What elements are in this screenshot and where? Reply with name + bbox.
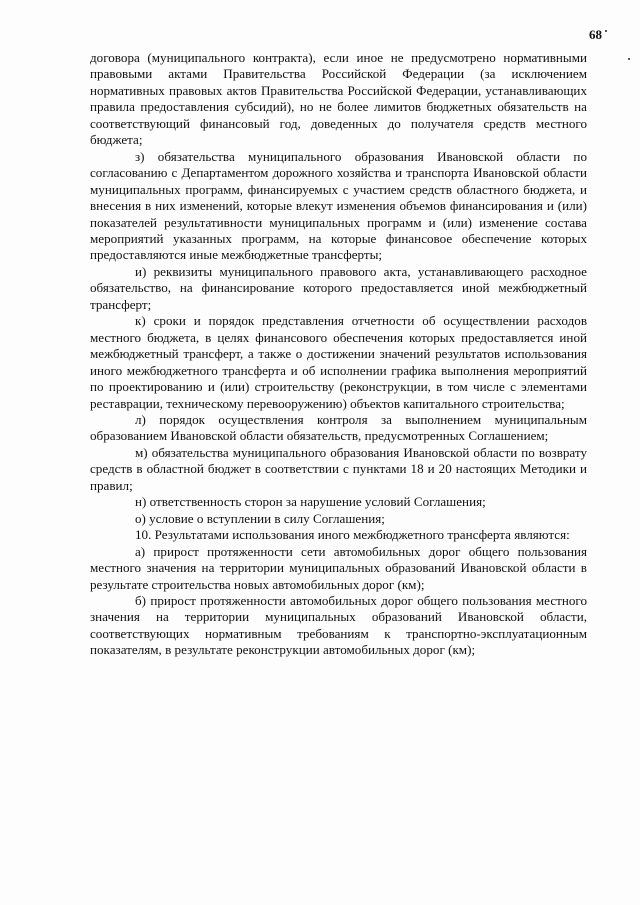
paragraph-item-k: к) сроки и порядок представления отчетности об осуществлении расходов местного бюджета, в целях финансового обеспечения которых предоставляется иной межбюджетный трансферт, а также о достижении значений результатов использования иного межбюджетного трансферта и об исполнении графика выполнения мероприятий по проектированию и (или) строительству (реконструкции, в том числе с элементами реставрации, техническому перевооружению) объектов капитального строительства; <box>90 313 587 411</box>
paragraph-item-o: о) условие о вступлении в силу Соглашения; <box>135 510 385 526</box>
paragraph-continuation: договора (муниципального контракта), если иное не предусмотрено нормативными правовыми актами Правительства Российской Федерации (за исключением нормативных правовых актов Правительства Российской Федерации, устанавливающих правила предоставления субсидий), но не более лимитов бюджетных обязательств на соответствующий финансовый год, доведенных до получателя средств местного бюджета; <box>90 50 587 148</box>
paragraph-item-n: н) ответственность сторон за нарушение условий Соглашения; <box>135 494 486 510</box>
paragraph-result-b: б) прирост протяженности автомобильных дорог общего пользования местного значения на территории муниципальных образований Ивановской области, соответствующих нормативным требованиям к транспортно-эксплуатационным показателям, в результате реконструкции автомобильных дорог (км); <box>90 592 587 658</box>
scan-speck <box>628 58 630 60</box>
page-number: 68 <box>589 27 602 42</box>
paragraph-item-m: м) обязательства муниципального образования Ивановской области по возврату средств в областной бюджет в соответствии с пунктами 18 и 20 настоящих Методики и правил; <box>90 444 587 493</box>
paragraph-item-l: л) порядок осуществления контроля за выполнением муниципальным образованием Ивановской области обязательств, предусмотренных Соглашением; <box>90 411 587 444</box>
scan-speck <box>605 30 607 32</box>
paragraph-item-z: з) обязательства муниципального образования Ивановской области по согласованию с Департаментом дорожного хозяйства и транспорта Ивановской области муниципальных программ, финансируемых с участием средств областного бюджета, и внесения в них изменений, которые влекут изменения объемов финансирования и (или) показателей результативности муниципальных программ и (или) изменение состава мероприятий указанных программ, на которые финансовое обеспечение которых предоставляются иные межбюджетные трансферты; <box>90 148 587 263</box>
document-body <box>90 50 587 659</box>
paragraph-item-i: и) реквизиты муниципального правового акта, устанавливающего расходное обязательство, на финансирование которого предоставляется иной межбюджетный трансферт; <box>90 263 587 312</box>
paragraph-result-a: а) прирост протяженности сети автомобильных дорог общего пользования местного значения на территории муниципальных образований Ивановской области в результате строительства новых автомобильных дорог (км); <box>90 543 587 592</box>
paragraph-section-10: 10. Результатами использования иного межбюджетного трансферта являются: <box>135 527 570 543</box>
